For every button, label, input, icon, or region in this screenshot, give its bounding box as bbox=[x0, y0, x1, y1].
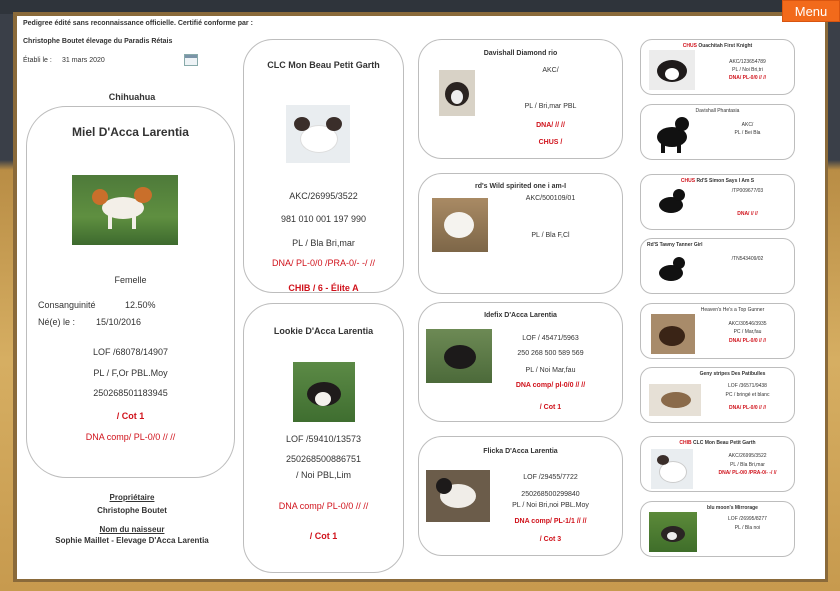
great-grandparent-reg: AKC/26995/3522 bbox=[728, 453, 767, 459]
grandparent-photo bbox=[439, 70, 475, 116]
grandparent-dna: DNA comp/ PL-1/1 // // bbox=[514, 518, 587, 525]
great-grandparent-card-5[interactable] bbox=[640, 303, 795, 359]
mother-chip: 250268500886751 bbox=[285, 454, 362, 464]
owner-name: Christophe Boutet bbox=[97, 506, 167, 515]
breeder-title: Nom du naisseur bbox=[99, 525, 165, 534]
main-dog-cot: / Cot 1 bbox=[116, 411, 145, 421]
main-dog-dna: DNA comp/ PL-0/0 // // bbox=[85, 432, 176, 442]
father-chip: 981 010 001 197 990 bbox=[280, 214, 367, 224]
grandparent-card-2[interactable] bbox=[418, 173, 623, 294]
grandparent-reg: LOF / 45471/5963 bbox=[522, 335, 579, 342]
great-grandparent-card-7[interactable] bbox=[640, 436, 795, 492]
mother-color: / Noi PBL,Lim bbox=[295, 470, 352, 480]
main-dog-color: PL / F,Or PBL.Moy bbox=[93, 368, 168, 378]
grandparent-cot: / Cot 1 bbox=[539, 404, 562, 411]
father-name: CLC Mon Beau Petit Garth bbox=[267, 60, 380, 70]
header-certification: Pedigree édité sans reconnaissance officielle. Certifié conforme par : bbox=[23, 20, 253, 27]
mother-photo bbox=[293, 362, 355, 422]
grandparent-name: Idefix D'Acca Larentia bbox=[484, 312, 557, 319]
great-grandparent-dna: DNA/ PL-0/0 /PRA-0/- -/ // bbox=[718, 470, 777, 476]
great-grandparent-dna: DNA/ PL-0/0 // // bbox=[729, 338, 766, 344]
grandparent-reg: AKC/500109/01 bbox=[525, 195, 576, 202]
great-grandparent-name: blu moon's Mirrorage bbox=[707, 505, 758, 511]
great-grandparent-name: Heaven's He's a Top Gunner bbox=[700, 307, 765, 313]
grandparent-chip: 250 268 500 589 569 bbox=[517, 350, 584, 357]
mother-name: Lookie D'Acca Larentia bbox=[273, 326, 374, 336]
grandparent-color: PL / Noi Bri,noi PBL.Moy bbox=[512, 502, 589, 509]
grandparent-reg: AKC/ bbox=[542, 67, 559, 74]
main-dog-card bbox=[26, 106, 235, 478]
great-grandparent-reg: LOF /36571/9438 bbox=[728, 383, 767, 389]
great-grandparent-reg: AKC/ bbox=[741, 122, 754, 128]
grandparent-title: CHUS / bbox=[538, 139, 563, 146]
great-grandparent-color: PL / Bla noi bbox=[734, 525, 761, 531]
grandparent-name: rd's Wild spirited one i am-I bbox=[474, 183, 567, 190]
great-grandparent-silhouette-icon bbox=[651, 115, 693, 155]
grandparent-dna: DNA comp/ pl-0/0 // // bbox=[515, 382, 586, 389]
main-dog-chip: 250268501183945 bbox=[93, 388, 168, 398]
grandparent-name: Flicka D'Acca Larentia bbox=[483, 448, 558, 455]
great-grandparent-color: PL / Bla Bri,mar bbox=[730, 462, 765, 468]
grandparent-card-1[interactable] bbox=[418, 39, 623, 159]
great-grandparent-photo bbox=[651, 449, 693, 489]
great-grandparent-name: Davishall Phantasia bbox=[695, 108, 740, 114]
great-grandparent-reg: /TN543409/02 bbox=[731, 256, 764, 262]
great-grandparent-reg: /TP009677/03 bbox=[731, 188, 764, 194]
great-grandparent-color: PC / Mar,fau bbox=[733, 329, 762, 335]
great-grandparent-name: Geny stripes Des Patibulles bbox=[699, 371, 766, 377]
main-dog-reg: LOF /68078/14907 bbox=[92, 347, 169, 357]
grandparent-card-4[interactable] bbox=[418, 436, 623, 556]
great-grandparent-card-6[interactable] bbox=[640, 367, 795, 423]
great-grandparent-silhouette-icon bbox=[655, 255, 689, 287]
great-grandparent-name: CHUS Rd'S Simon Says I Am S bbox=[680, 178, 755, 184]
breed-label: Chihuahua bbox=[108, 92, 156, 102]
main-dog-sex: Femelle bbox=[114, 275, 147, 285]
grandparent-color: PL / Noi Mar,fau bbox=[525, 367, 576, 374]
great-grandparent-reg: LOF /26995/8277 bbox=[728, 516, 767, 522]
calendar-icon[interactable] bbox=[184, 54, 198, 66]
mother-card[interactable] bbox=[243, 303, 404, 573]
father-dna: DNA/ PL-0/0 /PRA-0/- -/ // bbox=[271, 258, 376, 268]
father-reg: AKC/26995/3522 bbox=[289, 191, 358, 201]
born-value: 15/10/2016 bbox=[96, 317, 142, 327]
pedigree-sheet bbox=[17, 16, 825, 579]
father-title: CHIB / 6 - Élite A bbox=[288, 283, 359, 293]
great-grandparent-name: CHIB CLC Mon Beau Petit Garth bbox=[679, 440, 756, 446]
great-grandparent-card-3[interactable] bbox=[640, 174, 795, 230]
main-dog-photo bbox=[72, 175, 178, 245]
great-grandparent-photo bbox=[651, 314, 695, 354]
grandparent-chip: 250268500299840 bbox=[521, 491, 580, 498]
grandparent-color: PL / Bla F,Cl bbox=[531, 232, 570, 239]
great-grandparent-dna: DNA/ PL-0/0 // // bbox=[729, 75, 766, 81]
great-grandparent-silhouette-icon bbox=[655, 187, 689, 221]
main-dog-name: Miel D'Acca Larentia bbox=[72, 125, 189, 139]
consanguinity-value: 12.50% bbox=[125, 300, 156, 310]
great-grandparent-photo bbox=[649, 384, 701, 416]
grandparent-color: PL / Bri,mar PBL bbox=[524, 103, 577, 110]
great-grandparent-color: PL / Bei Bla bbox=[734, 130, 761, 136]
consanguinity-label: Consanguinité bbox=[38, 300, 96, 310]
grandparent-card-3[interactable] bbox=[418, 302, 623, 422]
date-value: 31 mars 2020 bbox=[62, 57, 105, 64]
mother-reg: LOF /59410/13573 bbox=[285, 434, 362, 444]
grandparent-reg: LOF /29455/7722 bbox=[523, 474, 578, 481]
born-label: Né(e) le : bbox=[38, 317, 76, 327]
breeder-name: Sophie Maillet - Elevage D'Acca Larentia bbox=[55, 536, 209, 545]
great-grandparent-photo bbox=[649, 512, 697, 552]
great-grandparent-name: CHUS Ouachitah First Knight bbox=[682, 43, 753, 49]
father-card[interactable] bbox=[243, 39, 404, 293]
grandparent-cot: / Cot 3 bbox=[539, 536, 562, 543]
great-grandparent-color: PL / Noi Bri,tri bbox=[732, 67, 763, 73]
great-grandparent-reg: AKC/123654789 bbox=[729, 59, 766, 65]
mother-cot: / Cot 1 bbox=[309, 531, 338, 541]
great-grandparent-card-1[interactable] bbox=[640, 39, 795, 95]
header-breeder: Christophe Boutet élevage du Paradis Rétais bbox=[23, 38, 173, 45]
great-grandparent-dna: DNA/ // // bbox=[737, 211, 758, 217]
great-grandparent-dna: DNA/ PL-0/0 // // bbox=[729, 405, 766, 411]
father-photo bbox=[286, 105, 350, 163]
father-color: PL / Bla Bri,mar bbox=[292, 238, 355, 248]
menu-button[interactable]: Menu bbox=[782, 0, 840, 22]
great-grandparent-photo bbox=[649, 50, 695, 90]
great-grandparent-card-8[interactable] bbox=[640, 501, 795, 557]
grandparent-photo bbox=[432, 198, 488, 252]
great-grandparent-card-2[interactable] bbox=[640, 104, 795, 160]
great-grandparent-reg: AKC/30546/3935 bbox=[728, 321, 767, 327]
great-grandparent-name: Rd'S Tawny Tanner Girl bbox=[647, 242, 703, 248]
date-label: Établi le : bbox=[23, 57, 52, 64]
great-grandparent-card-4[interactable] bbox=[640, 238, 795, 294]
great-grandparent-color: PC / bringé et blanc bbox=[725, 392, 770, 398]
mother-dna: DNA comp/ PL-0/0 // // bbox=[278, 501, 369, 511]
grandparent-name: Davishall Diamond rio bbox=[483, 50, 558, 57]
owner-title: Propriétaire bbox=[109, 493, 155, 502]
grandparent-dna: DNA/ // // bbox=[536, 122, 565, 129]
